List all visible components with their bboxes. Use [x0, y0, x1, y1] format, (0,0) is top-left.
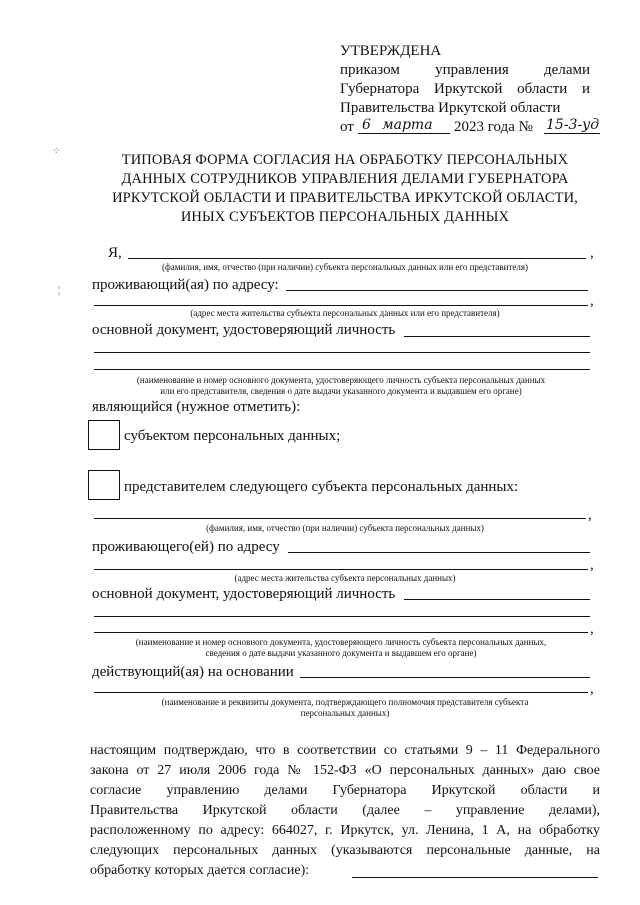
- main-doc-field-3[interactable]: [94, 369, 590, 370]
- rep-address-field-2[interactable]: [94, 569, 588, 570]
- option-representative-label: представителем следующего субъекта персональных данных:: [124, 479, 519, 495]
- representative-checkbox[interactable]: [88, 470, 120, 500]
- title-line-2: ДАННЫХ СОТРУДНИКОВ УПРАВЛЕНИЯ ДЕЛАМИ ГУБЕРНАТОРА: [121, 171, 569, 187]
- address-field-2[interactable]: [94, 305, 588, 306]
- comma: ,: [590, 681, 594, 697]
- consent-data-field[interactable]: [352, 877, 598, 878]
- rep-name-field[interactable]: [94, 518, 586, 519]
- acting-hint-2: персональных данных): [300, 708, 390, 718]
- rep-doc-hint-1: (наименование и номер основного документа, удостоверяющего личность субъекта персональных данных,: [135, 637, 547, 647]
- approval-year: 2023 года №: [454, 119, 533, 135]
- acting-field-2[interactable]: [94, 692, 588, 693]
- address-hint: (адрес места жительства субъекта персональных данных или его представителя): [190, 308, 500, 318]
- handwritten-day: 6: [362, 117, 371, 133]
- acting-hint-1: (наименование и реквизиты документа, подтверждающего полномочия представителя субъекта: [161, 697, 529, 707]
- rep-doc-label: основной документ, удостоверяющий личность: [92, 586, 396, 602]
- full-name-field[interactable]: [128, 258, 586, 259]
- comma: ,: [590, 621, 594, 637]
- rep-doc-field-2[interactable]: [94, 616, 590, 617]
- consent-line-3: согласие управлению делами Губернатора Иркутской области и: [90, 783, 600, 798]
- document-title: [60, 151, 630, 227]
- i-label: Я,: [108, 245, 122, 261]
- title-line-1: ТИПОВАЯ ФОРМА СОГЛАСИЯ НА ОБРАБОТКУ ПЕРСОНАЛЬНЫХ: [121, 152, 569, 168]
- being-label: являющийся (нужное отметить):: [92, 399, 301, 415]
- acting-field-1[interactable]: [300, 677, 590, 678]
- approval-from: от: [340, 119, 354, 135]
- rep-address-field-1[interactable]: [288, 552, 590, 553]
- scan-artifact: ¦: [58, 285, 61, 296]
- rep-doc-field-3[interactable]: [94, 632, 588, 633]
- rep-doc-field-1[interactable]: [404, 599, 590, 600]
- consent-line-4: Правительства Иркутской области (далее – управление делами),: [90, 803, 600, 818]
- main-doc-field-1[interactable]: [404, 336, 590, 337]
- handwritten-month: марта: [382, 117, 433, 133]
- subject-checkbox[interactable]: [88, 420, 120, 450]
- consent-line-1: настоящим подтверждаю, что в соответствии со статьями 9 – 11 Федерального: [90, 743, 600, 758]
- comma: ,: [588, 507, 592, 523]
- full-name-hint: (фамилия, имя, отчество (при наличии) субъекта персональных данных или его представителя): [161, 262, 529, 272]
- approval-line-2: Губернатора Иркутской области и: [340, 81, 590, 97]
- address-field-1[interactable]: [286, 290, 588, 291]
- option-subject-label: субъектом персональных данных;: [124, 428, 341, 444]
- consent-line-6: следующих персональных данных (указываются персональные данные, на: [90, 843, 600, 858]
- scan-artifact: ⁘: [52, 146, 61, 157]
- consent-line-2: закона от 27 июля 2006 года № 152-ФЗ «О персональных данных» даю свое: [90, 763, 600, 778]
- approval-line-1: приказом управления делами: [340, 62, 590, 78]
- consent-line-5: расположенному по адресу: 664027, г. Иркутск, ул. Ленина, 1 А, на обработку: [90, 823, 600, 838]
- approval-line-3: Правительства Иркутской области: [340, 100, 561, 116]
- residing-label: проживающий(ая) по адресу:: [92, 277, 279, 293]
- rep-address-hint: (адрес места жительства субъекта персональных данных): [234, 573, 456, 583]
- approval-heading: УТВЕРЖДЕНА: [340, 43, 442, 59]
- rep-doc-hint-2: сведения о дате выдачи указанного документа и выдавшем его органе): [205, 648, 477, 658]
- main-doc-hint-2: или его представителя, сведения о дате выдачи указанного документа и выдавшем его органе): [160, 386, 522, 396]
- consent-line-7: обработку которых дается согласие):: [90, 863, 310, 878]
- comma: ,: [590, 557, 594, 573]
- comma: ,: [590, 293, 594, 309]
- main-doc-field-2[interactable]: [94, 352, 590, 353]
- title-line-3: ИРКУТСКОЙ ОБЛАСТИ И ПРАВИТЕЛЬСТВА ИРКУТСКОЙ ОБЛАСТИ,: [112, 190, 578, 206]
- main-doc-label: основной документ, удостоверяющий личность: [92, 322, 396, 338]
- approval-date-row: [340, 118, 600, 138]
- handwritten-number: 15-3-уд: [546, 117, 600, 133]
- main-doc-hint-1: (наименование и номер основного документа, удостоверяющего личность субъекта персональных данных: [136, 375, 546, 385]
- title-line-4: ИНЫХ СУБЪЕКТОВ ПЕРСОНАЛЬНЫХ ДАННЫХ: [180, 209, 510, 225]
- rep-residing-label: проживающего(ей) по адресу: [92, 539, 280, 555]
- acting-label: действующий(ая) на основании: [92, 664, 294, 680]
- comma: ,: [590, 245, 594, 261]
- rep-name-hint: (фамилия, имя, отчество (при наличии) субъекта персональных данных): [206, 523, 484, 533]
